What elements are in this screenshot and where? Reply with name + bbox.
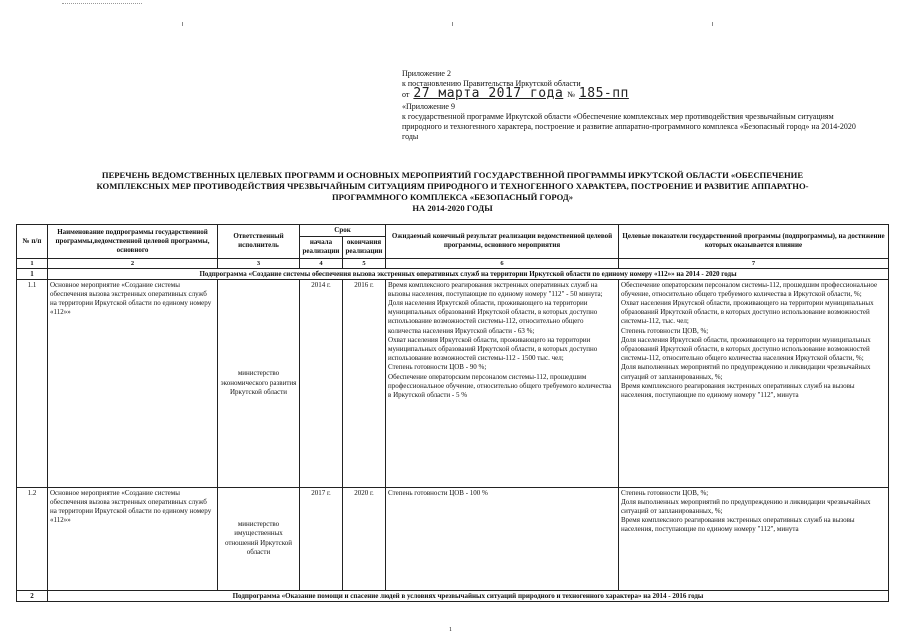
programs-table xyxy=(16,224,889,602)
table-header-row xyxy=(17,225,889,237)
row-name: Основное мероприятие «Создание системы обеспечения вызова экстренных оперативных служб на территории Иркутской области по единому номеру «112»» xyxy=(48,279,218,487)
result-item: Обеспечение операторским персоналом системы-112, прошедшим профессиональное обучение, относительно общего требуемого количества в Иркутской области - 5 % xyxy=(388,372,612,400)
indicator-item: Доля населения Иркутской области, проживающего на территории муниципальных образований Иркутской области, в которых доступно использование возможностей системы-112, относительно общего количества населения Иркутской области, %; xyxy=(621,335,871,363)
col-header-name: Наименование подпрограммы государственной программы,ведомственной целевой программы, основного xyxy=(48,225,218,259)
document-title xyxy=(22,170,883,214)
row-indicators xyxy=(619,487,889,590)
row-executor: министерство экономического развития Иркутской области xyxy=(218,279,300,487)
resolution-date-line xyxy=(402,86,872,102)
column-number: 7 xyxy=(619,258,889,268)
appendix-header xyxy=(402,69,872,142)
indicator-item: Охват населения Иркутской области, проживающего на территории муниципальных образований Иркутской области, в которых доступно использование возможностей системы-112, тыс. чел; xyxy=(621,299,874,326)
appendix9-label: «Приложение 9 xyxy=(402,102,455,111)
column-number: 2 xyxy=(48,258,218,268)
col-header-term: Срок xyxy=(300,225,386,237)
scan-artifact xyxy=(62,3,142,6)
result-item: Доля населения Иркутской области, проживающего на территории муниципальных образований Иркутской области, в которых доступно использование возможностей системы-112, относительно общего количества населения Иркутской области - 63 %; xyxy=(388,299,598,335)
indicator-item: Обеспечение операторским персоналом системы-112, прошедшим профессиональное обучение, относительно общего требуемого количества в Иркутской области, %; xyxy=(621,280,878,298)
subprogram-row xyxy=(17,590,889,601)
row-start: 2017 г. xyxy=(300,487,343,590)
row-result xyxy=(386,279,619,487)
row-result: Степень готовности ЦОВ - 100 % xyxy=(386,487,619,590)
subprogram-num: 1 xyxy=(17,268,48,279)
col-header-num: № п/п xyxy=(17,225,48,259)
row-end: 2020 г. xyxy=(343,487,386,590)
table-row xyxy=(17,279,889,487)
subprogram-row xyxy=(17,268,889,279)
col-header-result: Ожидаемый конечный результат реализации ведомственной целевой программы, основного мероприятия xyxy=(386,225,619,259)
resolution-ref: к постановлению Правительства Иркутской области xyxy=(402,79,581,88)
col-header-indicators: Целевые показатели государственной программы (подпрограммы), на достижение которых оказывается влияние xyxy=(619,225,889,259)
row-num: 1.1 xyxy=(17,279,48,487)
indicator-item: Доля выполненных мероприятий по предупреждению и ликвидации чрезвычайных ситуаций от запланированных, %; xyxy=(621,497,871,516)
row-name: Основное мероприятие «Создание системы обеспечения вызова экстренных оперативных служб на территории Иркутской области по единому номеру «112»» xyxy=(48,487,218,590)
col-header-executor: Ответственный исполнитель xyxy=(218,225,300,259)
column-number: 3 xyxy=(218,258,300,268)
column-number: 5 xyxy=(343,258,386,268)
col-header-end: окончания реализации xyxy=(343,237,386,258)
result-item: Степень готовности ЦОВ - 90 %; xyxy=(388,363,487,372)
row-indicators xyxy=(619,279,889,487)
row-end: 2016 г. xyxy=(343,279,386,487)
column-number: 1 xyxy=(17,258,48,268)
result-item: Время комплексного реагирования экстренных оперативных служб на вызовы населения, поступающие по единому номеру "112" - 50 минута; xyxy=(388,280,603,298)
program-reference: к государственной программе Иркутской области «Обеспечение комплексных мер противодействия чрезвычайным ситуациям природного и техногенного характера, построение и развитие аппаратно-программного комплекса «Безопасный город» на 2014-2020 годы xyxy=(402,112,856,141)
indicator-item: Степень готовности ЦОВ, %; xyxy=(621,326,709,335)
number-sign: № xyxy=(567,90,575,99)
indicator-item: Время комплексного реагирования экстренных оперативных служб на вызовы населения, поступающие по единому номеру "112", минута xyxy=(621,381,855,400)
column-number: 6 xyxy=(386,258,619,268)
scan-artifact xyxy=(182,22,183,26)
col-header-start: начала реализации xyxy=(300,237,343,258)
row-executor: министерство имущественных отношений Иркутской области xyxy=(218,487,300,590)
subprogram-title: Подпрограмма «Оказание помощи и спасение людей в условиях чрезвычайных ситуаций природного и техногенного характера» на 2014 - 2016 годы xyxy=(48,590,889,601)
subprogram-title: Подпрограмма «Создание системы обеспечения вызова экстренных оперативных служб на территории Иркутской области по единому номеру «112»» на 2014 - 2020 годы xyxy=(48,268,889,279)
table-row xyxy=(17,487,889,590)
title-line: НА 2014-2020 ГОДЫ xyxy=(412,203,493,213)
title-line: ПЕРЕЧЕНЬ ВЕДОМСТВЕННЫХ ЦЕЛЕВЫХ ПРОГРАММ И ОСНОВНЫХ МЕРОПРИЯТИЙ ГОСУДАРСТВЕННОЙ ПРОГРАММЫ ИРКУТСКОЙ ОБЛАСТИ «ОБЕСПЕЧЕНИЕ xyxy=(101,170,804,180)
row-num: 1.2 xyxy=(17,487,48,590)
column-numbers-row xyxy=(17,258,889,268)
date-prefix: от xyxy=(402,90,410,99)
column-number: 4 xyxy=(300,258,343,268)
title-line: КОМПЛЕКСНЫХ МЕР ПРОТИВОДЕЙСТВИЯ ЧРЕЗВЫЧАЙНЫМ СИТУАЦИЯМ ПРИРОДНОГО И ТЕХНОГЕННОГО ХАРАКТЕРА, ПОСТРОЕНИЕ И РАЗВИТИЕ АППАРАТНО- xyxy=(96,181,809,191)
resolution-number: 185-пп xyxy=(578,86,629,101)
indicator-item: Степень готовности ЦОВ, %; xyxy=(621,488,709,497)
indicator-item: Доля выполненных мероприятий по предупреждению и ликвидации чрезвычайных ситуаций от запланированных, %; xyxy=(621,363,871,381)
page-number: 1 xyxy=(449,627,452,633)
indicator-item: Время комплексного реагирования экстренных оперативных служб на вызовы населения, поступающие по единому номеру "112", минута xyxy=(621,516,855,534)
scan-artifact xyxy=(452,22,453,26)
row-start: 2014 г. xyxy=(300,279,343,487)
subprogram-num: 2 xyxy=(17,590,48,601)
title-line: ПРОГРАММНОГО КОМПЛЕКСА «БЕЗОПАСНЫЙ ГОРОД» xyxy=(331,192,574,202)
result-item: Охват населения Иркутской области, проживающего на территории муниципальных образований Иркутской области, в которых доступно использование возможностей системы-112 - 1500 тыс. чел; xyxy=(388,335,598,363)
resolution-date: 27 марта 2017 года xyxy=(413,86,564,101)
appendix-label: Приложение 2 xyxy=(402,69,451,78)
scan-artifact xyxy=(712,22,713,26)
